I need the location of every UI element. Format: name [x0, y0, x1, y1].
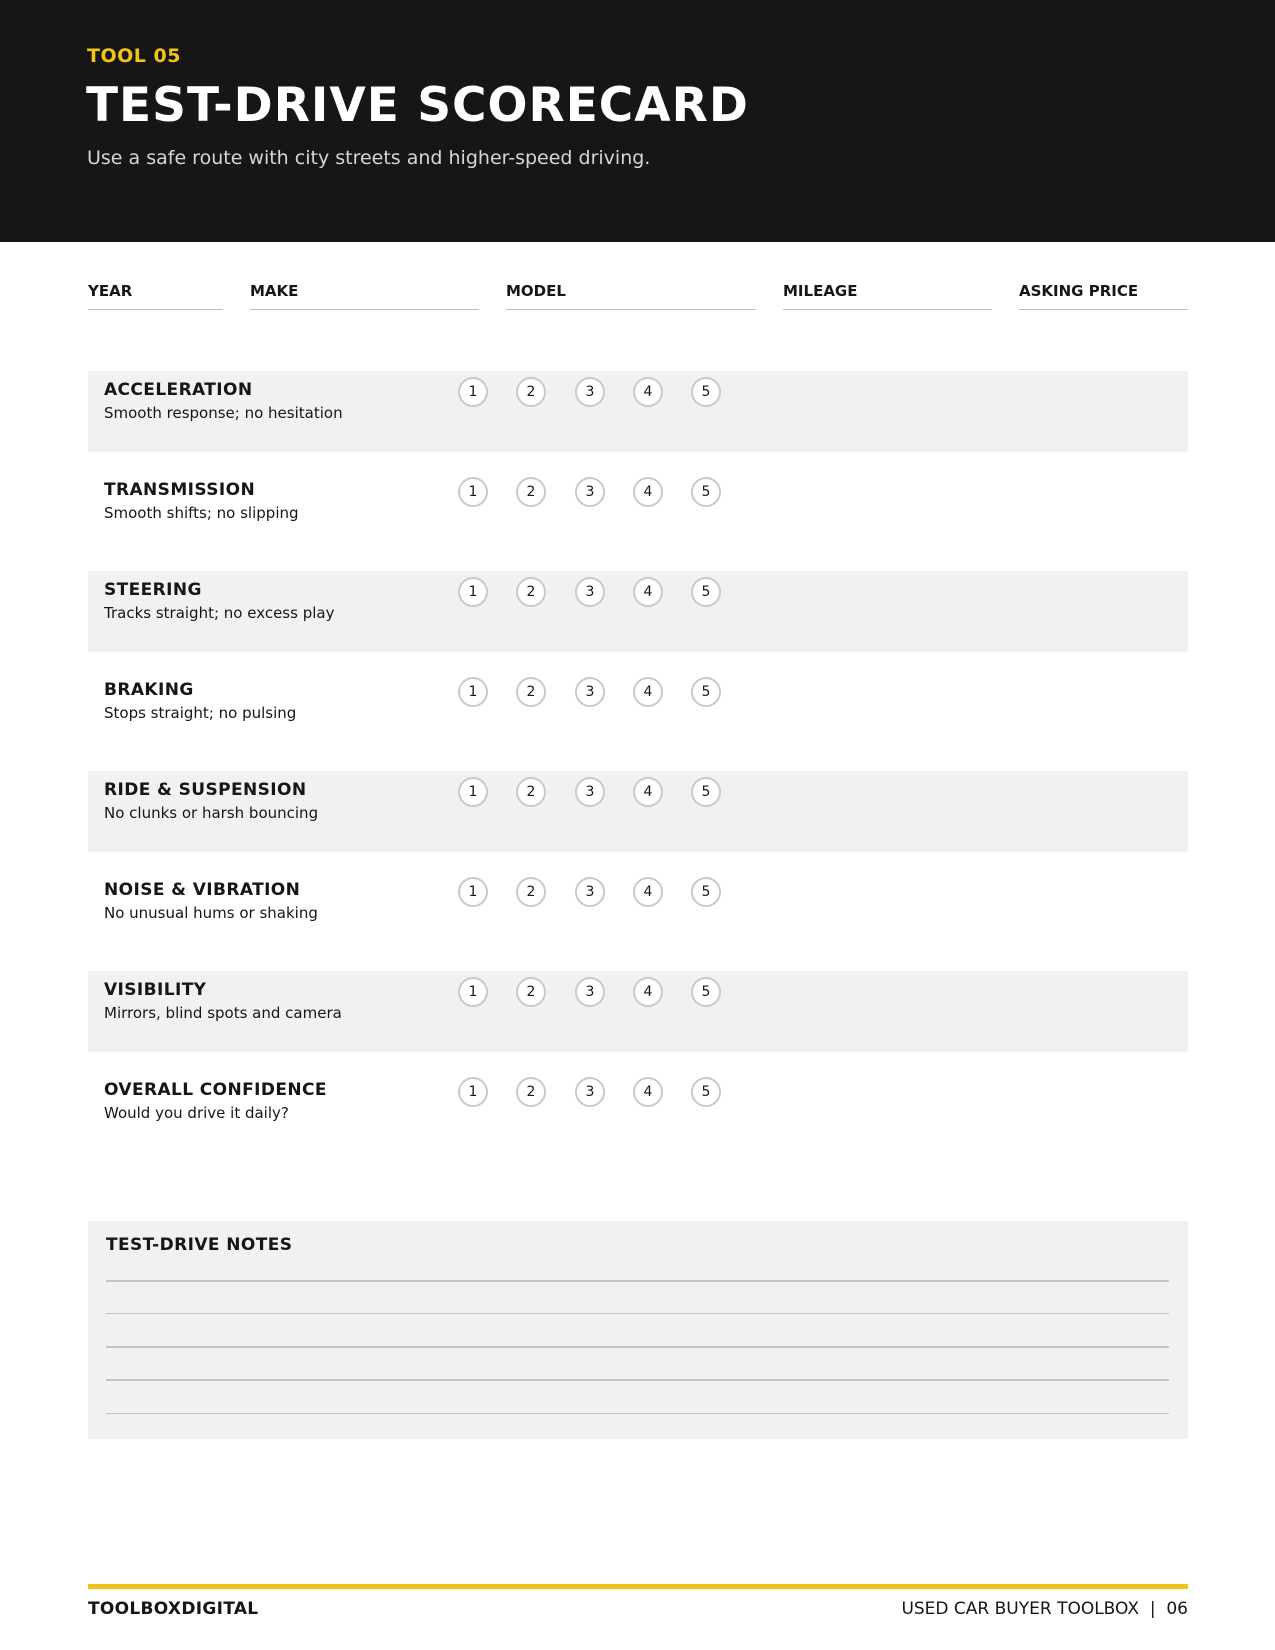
page-subtitle: Use a safe route with city streets and higher-speed driving. — [87, 147, 651, 169]
rating-option-5[interactable]: 5 — [691, 377, 721, 407]
note-line[interactable] — [106, 1280, 1169, 1282]
criterion-description: Smooth shifts; no slipping — [104, 504, 299, 522]
rating-option-4[interactable]: 4 — [633, 677, 663, 707]
criterion-row — [88, 371, 1188, 452]
rating-option-4[interactable]: 4 — [633, 777, 663, 807]
mileage-label: MILEAGE — [783, 282, 858, 300]
criterion-row — [88, 1071, 1188, 1152]
rating-option-1[interactable]: 1 — [458, 777, 488, 807]
rating-option-2[interactable]: 2 — [516, 877, 546, 907]
rating-option-3[interactable]: 3 — [575, 577, 605, 607]
footer-separator: | — [1149, 1599, 1156, 1619]
rating-option-2[interactable]: 2 — [516, 577, 546, 607]
criterion-row — [88, 871, 1188, 952]
criterion-row — [88, 571, 1188, 652]
notes-section — [88, 1221, 1188, 1439]
footer-publication: USED CAR BUYER TOOLBOX — [901, 1599, 1139, 1619]
rating-option-2[interactable]: 2 — [516, 977, 546, 1007]
notes-title: TEST-DRIVE NOTES — [106, 1235, 293, 1255]
rating-option-4[interactable]: 4 — [633, 977, 663, 1007]
criterion-description: No unusual hums or shaking — [104, 904, 318, 922]
rating-option-5[interactable]: 5 — [691, 977, 721, 1007]
note-line[interactable] — [106, 1313, 1169, 1314]
footer-brand: TOOLBOXDIGITAL — [88, 1599, 259, 1619]
rating-option-3[interactable]: 3 — [575, 477, 605, 507]
year-label: YEAR — [88, 282, 133, 300]
rating-option-3[interactable]: 3 — [575, 977, 605, 1007]
rating-option-1[interactable]: 1 — [458, 577, 488, 607]
criterion-description: Smooth response; no hesitation — [104, 404, 343, 422]
rating-option-4[interactable]: 4 — [633, 477, 663, 507]
rating-option-4[interactable]: 4 — [633, 1077, 663, 1107]
rating-option-1[interactable]: 1 — [458, 977, 488, 1007]
rating-option-5[interactable]: 5 — [691, 477, 721, 507]
rating-option-5[interactable]: 5 — [691, 1077, 721, 1107]
mileage-field[interactable] — [783, 282, 992, 310]
criterion-row — [88, 471, 1188, 552]
footer-accent-bar — [88, 1584, 1188, 1589]
criterion-title: TRANSMISSION — [104, 480, 256, 500]
rating-option-3[interactable]: 3 — [575, 777, 605, 807]
model-label: MODEL — [506, 282, 566, 300]
rating-option-5[interactable]: 5 — [691, 677, 721, 707]
criterion-row — [88, 771, 1188, 852]
rating-option-4[interactable]: 4 — [633, 577, 663, 607]
footer-publication-info — [901, 1599, 1188, 1619]
page-header — [0, 0, 1275, 242]
rating-option-4[interactable]: 4 — [633, 377, 663, 407]
model-field[interactable] — [506, 282, 756, 310]
rating-option-1[interactable]: 1 — [458, 677, 488, 707]
year-field[interactable] — [88, 282, 223, 310]
page-number: 06 — [1166, 1599, 1188, 1619]
rating-option-2[interactable]: 2 — [516, 677, 546, 707]
asking-price-label: ASKING PRICE — [1019, 282, 1139, 300]
criterion-row — [88, 971, 1188, 1052]
criterion-description: Stops straight; no pulsing — [104, 704, 297, 722]
page-title: TEST-DRIVE SCORECARD — [86, 78, 749, 133]
rating-option-5[interactable]: 5 — [691, 577, 721, 607]
criterion-description: Mirrors, blind spots and camera — [104, 1004, 342, 1022]
rating-option-4[interactable]: 4 — [633, 877, 663, 907]
rating-option-1[interactable]: 1 — [458, 1077, 488, 1107]
note-line[interactable] — [106, 1346, 1169, 1348]
criterion-title: BRAKING — [104, 680, 194, 700]
criterion-title: NOISE & VIBRATION — [104, 880, 301, 900]
criterion-title: RIDE & SUSPENSION — [104, 780, 307, 800]
tool-number: TOOL 05 — [87, 45, 181, 67]
note-line[interactable] — [106, 1379, 1169, 1381]
asking-price-field[interactable] — [1019, 282, 1188, 310]
rating-option-3[interactable]: 3 — [575, 877, 605, 907]
make-field[interactable] — [250, 282, 479, 310]
criterion-title: STEERING — [104, 580, 202, 600]
rating-option-3[interactable]: 3 — [575, 677, 605, 707]
rating-option-2[interactable]: 2 — [516, 777, 546, 807]
rating-option-1[interactable]: 1 — [458, 377, 488, 407]
criterion-description: No clunks or harsh bouncing — [104, 804, 319, 822]
criterion-description: Would you drive it daily? — [104, 1104, 289, 1122]
rating-option-3[interactable]: 3 — [575, 1077, 605, 1107]
rating-option-5[interactable]: 5 — [691, 777, 721, 807]
criterion-title: OVERALL CONFIDENCE — [104, 1080, 327, 1100]
make-label: MAKE — [250, 282, 299, 300]
rating-option-2[interactable]: 2 — [516, 1077, 546, 1107]
rating-option-1[interactable]: 1 — [458, 477, 488, 507]
criterion-title: ACCELERATION — [104, 380, 253, 400]
rating-option-2[interactable]: 2 — [516, 377, 546, 407]
note-line[interactable] — [106, 1413, 1169, 1414]
rating-option-1[interactable]: 1 — [458, 877, 488, 907]
criterion-row — [88, 671, 1188, 752]
criterion-description: Tracks straight; no excess play — [104, 604, 335, 622]
rating-option-5[interactable]: 5 — [691, 877, 721, 907]
criterion-title: VISIBILITY — [104, 980, 207, 1000]
rating-option-2[interactable]: 2 — [516, 477, 546, 507]
rating-option-3[interactable]: 3 — [575, 377, 605, 407]
